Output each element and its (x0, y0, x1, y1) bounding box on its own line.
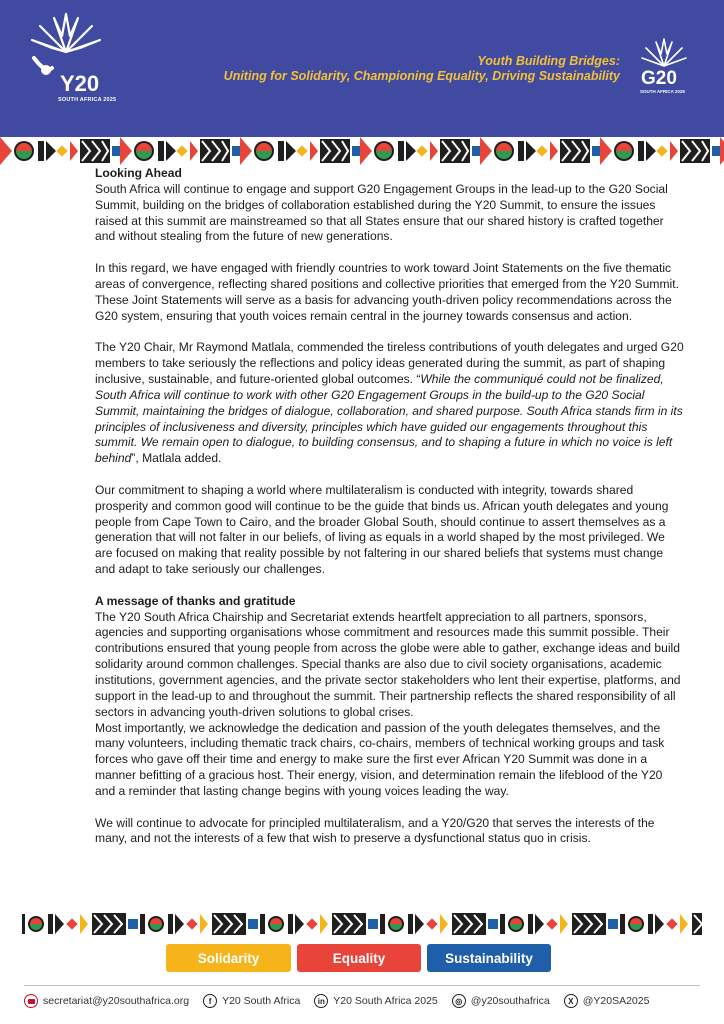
footer-email[interactable] (24, 994, 189, 1008)
paragraph-1: South Africa will continue to engage and support G20 Engagement Groups in the lead-up to the G20 Social Summit, building on the bridges of collaboration established during the Y20 Summit, to ensure the issues raised at this summit are mainstreamed so that all States ensure that our shared history is crafted together and without stealing from the future of new generations. (95, 181, 668, 244)
footer-divider (24, 985, 700, 986)
g20-logo-title: G20 (641, 68, 677, 89)
g20-logo-subtitle: SOUTH AFRICA 2025 (640, 89, 685, 94)
footer-facebook[interactable] (203, 994, 300, 1008)
footer-linkedin[interactable] (314, 994, 438, 1008)
matlala-quote: While the communiqué could not be finalized, South Africa will continue to work with other G20 Engagement Groups in the build-up to the G20 Social Summit, maintaining the bridges of dialogue, collaboration, and shared purpose. South Africa stands firm in its principles of inclusiveness and diversity, principles which have guided our engagements throughout this summit. We remain open to dialogue, to building consensus, and to shaping a future in which no voice is left behind (95, 371, 683, 466)
paragraph-6: Most importantly, we acknowledge the dedication and passion of the youth delegates themselves, and the many volunteers, including thematic track chairs, co-chairs, members of technical working groups and task forces who gave off their time and energy to make sure the first ever African Y20 Summit was done in a manner befitting of a gracious host. Their energy, vision, and determination remain the lifeblood of the Y20 and a reminder that lasting change begins with young voices leading the way. (95, 720, 665, 798)
linkedin-icon: in (314, 994, 328, 1008)
footer-email-text[interactable]: secretariat@y20southafrica.org (43, 995, 190, 1007)
section-heading-looking-ahead: Looking Ahead (95, 166, 182, 180)
footer-x[interactable] (564, 994, 650, 1008)
footer-linkedin-text[interactable]: Y20 South Africa 2025 (333, 995, 438, 1007)
y20-logo-title: Y20 (60, 71, 100, 96)
footer-facebook-text[interactable]: Y20 South Africa (222, 995, 301, 1007)
header-tagline (224, 54, 620, 84)
x-icon: X (564, 994, 578, 1008)
y20-logo-subtitle: SOUTH AFRICA 2025 (58, 97, 117, 103)
document-body (95, 166, 685, 847)
section-heading-thanks: A message of thanks and gratitude (95, 593, 296, 608)
instagram-icon: ◎ (452, 994, 466, 1008)
footer-instagram[interactable] (452, 994, 550, 1008)
footer-x-text[interactable]: @Y20SA2025 (582, 995, 650, 1007)
decorative-pattern-band-bottom (0, 911, 724, 937)
tagline-line-2: Uniting for Solidarity, Championing Equality, Driving Sustainability (223, 69, 620, 83)
pillar-equality: Equality (297, 944, 421, 972)
paragraph-3-outro: ”, Matlala added. (131, 451, 222, 466)
footer-instagram-text[interactable]: @y20southafrica (470, 995, 550, 1007)
mail-icon (24, 994, 38, 1008)
paragraph-3-intro: The Y20 Chair, Mr Raymond Matlala, commended the tireless contributions of youth delegates and urged G20 members to take seriously the reflections and policy ideas generated during the summit, as part of shaping inclusive, sustainable, and future-oriented global outcomes. “ (95, 340, 684, 386)
tagline-line-1: Youth Building Bridges: (477, 54, 620, 68)
paragraph-7: We will continue to advocate for principled multilateralism, and a Y20/G20 that serves the interests of the many, and not the interests of a few that wish to preserve a dysfunctional status quo in crisis. (95, 815, 655, 846)
paragraph-3 (95, 340, 685, 467)
decorative-pattern-band-top (0, 137, 724, 165)
paragraph-2: In this regard, we have engaged with friendly countries to work toward Joint Statements on the five thematic areas of convergence, reflecting shared positions and collective priorities that emerged from the Y20 Summit. These Joint Statements will serve as a basis for advancing youth-driven policy recommendations across the G20 system, ensuring that youth voices remain central in the journey towards consensus and action. (95, 261, 679, 323)
paragraph-5: The Y20 South Africa Chairship and Secretariat extends heartfelt appreciation to all partners, sponsors, agencies and supporting organisations whose commitment and resources made this summit possible. Their contributions ensured that young people from across the globe were able to gather, exchange ideas and build solidarity around common challenges. Special thanks are also due to civil society organisations, academic institutions, government agencies, and the private sector stakeholders who lent their expertise, platforms, and support in the lead-up to and throughout the summit. Their partnership reflects the shared responsibility of all sectors in advancing youth-driven solutions to global crises. (95, 609, 681, 719)
page-header (0, 0, 724, 137)
paragraph-4: Our commitment to shaping a world where multilateralism is conducted with integrity, towards shared prosperity and common good will continue to be the guide that binds us. African youth delegates and young people from Cape Town to Cairo, and the broader Global South, should continue to assert themselves as a generation that will not falter in our beliefs, of living as equals in a world shaped by the most privileged. We are focused on making that reality possible by not faltering in our shared beliefs that systems must change and adapt to take seriously our challenges. (95, 482, 669, 577)
facebook-icon: f (203, 994, 217, 1008)
pillar-solidarity: Solidarity (166, 944, 291, 972)
page-footer (24, 991, 704, 1011)
pillar-sustainability: Sustainability (427, 944, 551, 972)
